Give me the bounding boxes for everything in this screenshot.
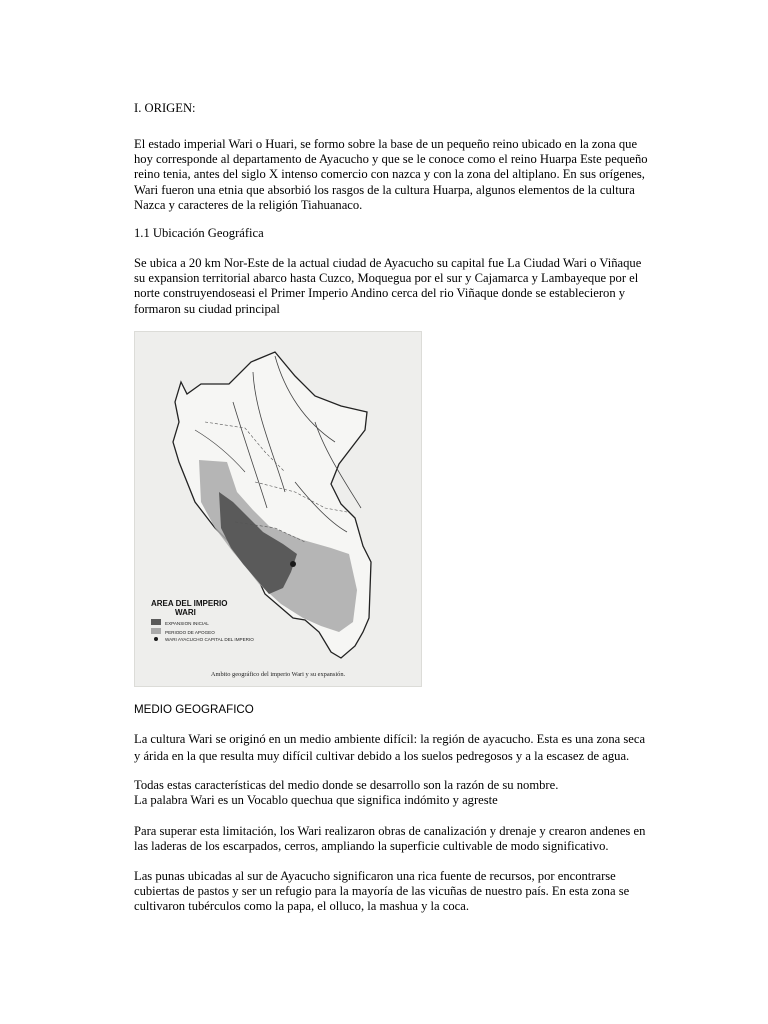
legend-title-line2: WARI [175, 608, 196, 617]
characteristics-line-1: Todas estas características del medio donde se desarrollo son la razón de su nombre. [134, 778, 559, 792]
capital-marker [290, 561, 296, 567]
legend-item-apogee: PERIODO DE APOGEO [165, 630, 215, 635]
medio-heading: MEDIO GEOGRAFICO [134, 703, 254, 716]
legend-swatch-capital [154, 637, 158, 641]
wari-map [135, 332, 421, 686]
legend-swatch-initial [151, 619, 161, 625]
medio-paragraph: La cultura Wari se originó en un medio ambiente difícil: la región de ayacucho. Esta es una zona seca y árida en la que resulta muy difícil cultivar debido a los suelos pedregosos y a la escasez de agua. [134, 732, 646, 763]
origin-paragraph: El estado imperial Wari o Huari, se formo sobre la base de un pequeño reino ubicado en la zona que hoy corresponde al departamento de Ayacucho y que se le conoce como el reino Huarpa Este pequeño reino tenia, antes del siglo X intenso comercio con nazca y con la zona del altiplano. En sus orígenes, Wari fueron una etnia que absorbió los rasgos de la cultura Huarpa, algunos elementos de la cultura Nazca y caracteres de la religión Tiahuanaco. [134, 137, 648, 212]
map-caption: Ambito geográfico del imperio Wari y su expansión. [210, 671, 346, 678]
legend-swatch-apogee [151, 628, 161, 634]
legend-title-line1: AREA DEL IMPERIO [151, 599, 228, 608]
location-heading: 1.1 Ubicación Geográfica [134, 226, 264, 240]
legend-item-initial: EXPANSION INICIAL [165, 621, 209, 626]
wari-map-figure [134, 331, 422, 687]
characteristics-line-2: La palabra Wari es un Vocablo quechua que significa indómito y agreste [134, 793, 498, 807]
location-paragraph: Se ubica a 20 km Nor-Este de la actual ciudad de Ayacucho su capital fue La Ciudad Wari o Viñaque su expansion territorial abarco hasta Cuzco, Moquegua por el sur y Cajamarca y Lambayeque por el norte construyendoseasi el Primer Imperio Andino cerca del rio Viñaque donde se establecieron y formaron su ciudad principal [134, 256, 642, 316]
legend-item-capital: WARI AYACUCHO CAPITAL DEL IMPERIO [165, 637, 254, 642]
punas-paragraph: Las punas ubicadas al sur de Ayacucho significaron una rica fuente de recursos, por encontrarse cubiertas de pastos y ser un refugio para la mayoría de las vicuñas de nuestro país. En esta zona se cultivaron tubérculos como la papa, el olluco, la mashua y la coca. [134, 869, 630, 914]
works-paragraph: Para superar esta limitación, los Wari realizaron obras de canalización y drenaje y crearon andenes en las laderas de los escarpados, cerros, ampliando la superficie cultivable de modo significativo. [134, 824, 646, 854]
origin-heading: I. ORIGEN: [134, 101, 196, 115]
